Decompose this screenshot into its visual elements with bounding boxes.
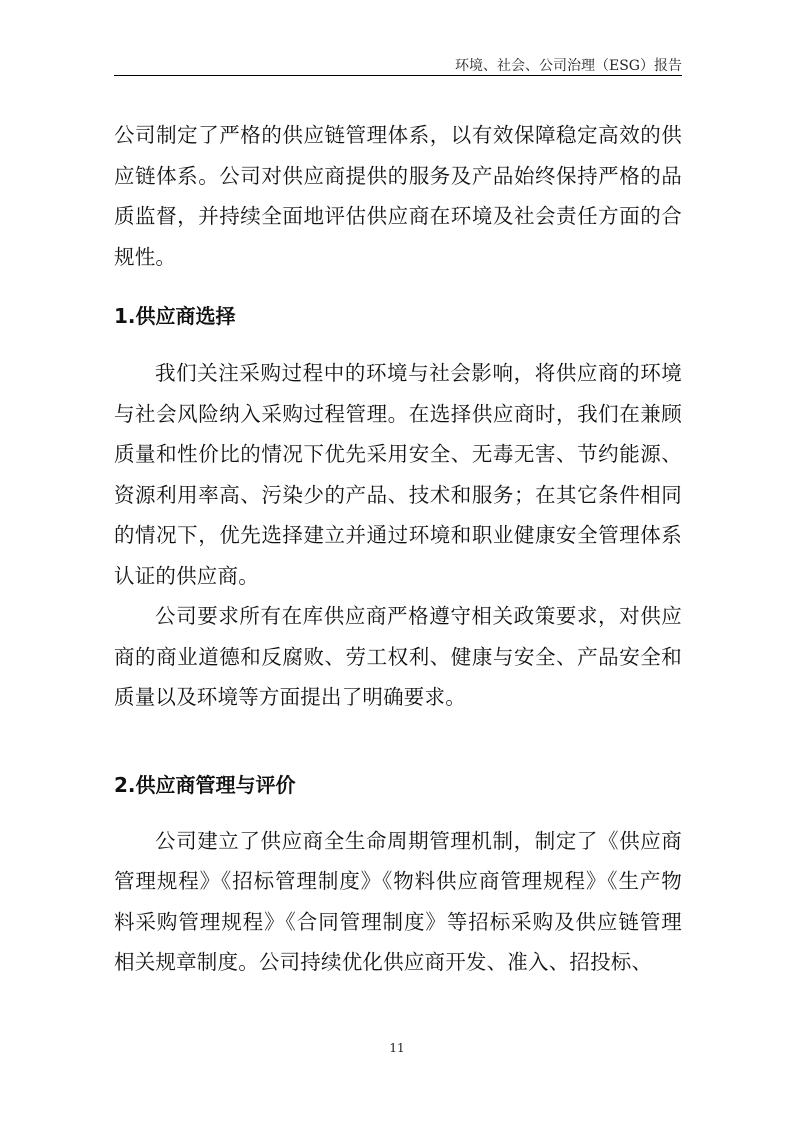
supplier-selection-paragraph-1: 我们关注采购过程中的环境与社会影响，将供应商的环境与社会风险纳入采购过程管理。在选择供应商时，我们在兼顾质量和性价比的情况下优先采用安全、无毒无害、节约能源、资源利用率高、污染少的产品、技术和服务；在其它条件相同的情况下，优先选择建立并通过环境和职业健康安全管理体系认证的供应商。 xyxy=(114,361,682,588)
page-number: 11 xyxy=(389,1041,405,1055)
header-divider xyxy=(114,75,682,76)
page-content xyxy=(114,115,682,983)
supplier-selection-paragraph-2: 公司要求所有在库供应商严格遵守相关政策要求，对供应商的商业道德和反腐败、劳工权利、健康与安全、产品安全和质量以及环境等方面提出了明确要求。 xyxy=(114,604,682,709)
section-heading-supplier-selection: 1.供应商选择 xyxy=(114,304,236,328)
section-heading-supplier-management: 2.供应商管理与评价 xyxy=(114,772,296,797)
supplier-management-paragraph-1: 公司建立了供应商全生命周期管理机制，制定了《供应商管理规程》《招标管理制度》《物料供应商管理规程》《生产物料采购管理规程》《合同管理制度》等招标采购及供应链管理相关规章制度。公司持续优化供应商开发、准入、招投标、 xyxy=(114,828,682,974)
intro-paragraph: 公司制定了严格的供应链管理体系，以有效保障稳定高效的供应链体系。公司对供应商提供的服务及产品始终保持严格的品质监督，并持续全面地评估供应商在环境及社会责任方面的合规性。 xyxy=(114,123,682,269)
running-header: 环境、社会、公司治理（ESG）报告 xyxy=(455,58,682,74)
